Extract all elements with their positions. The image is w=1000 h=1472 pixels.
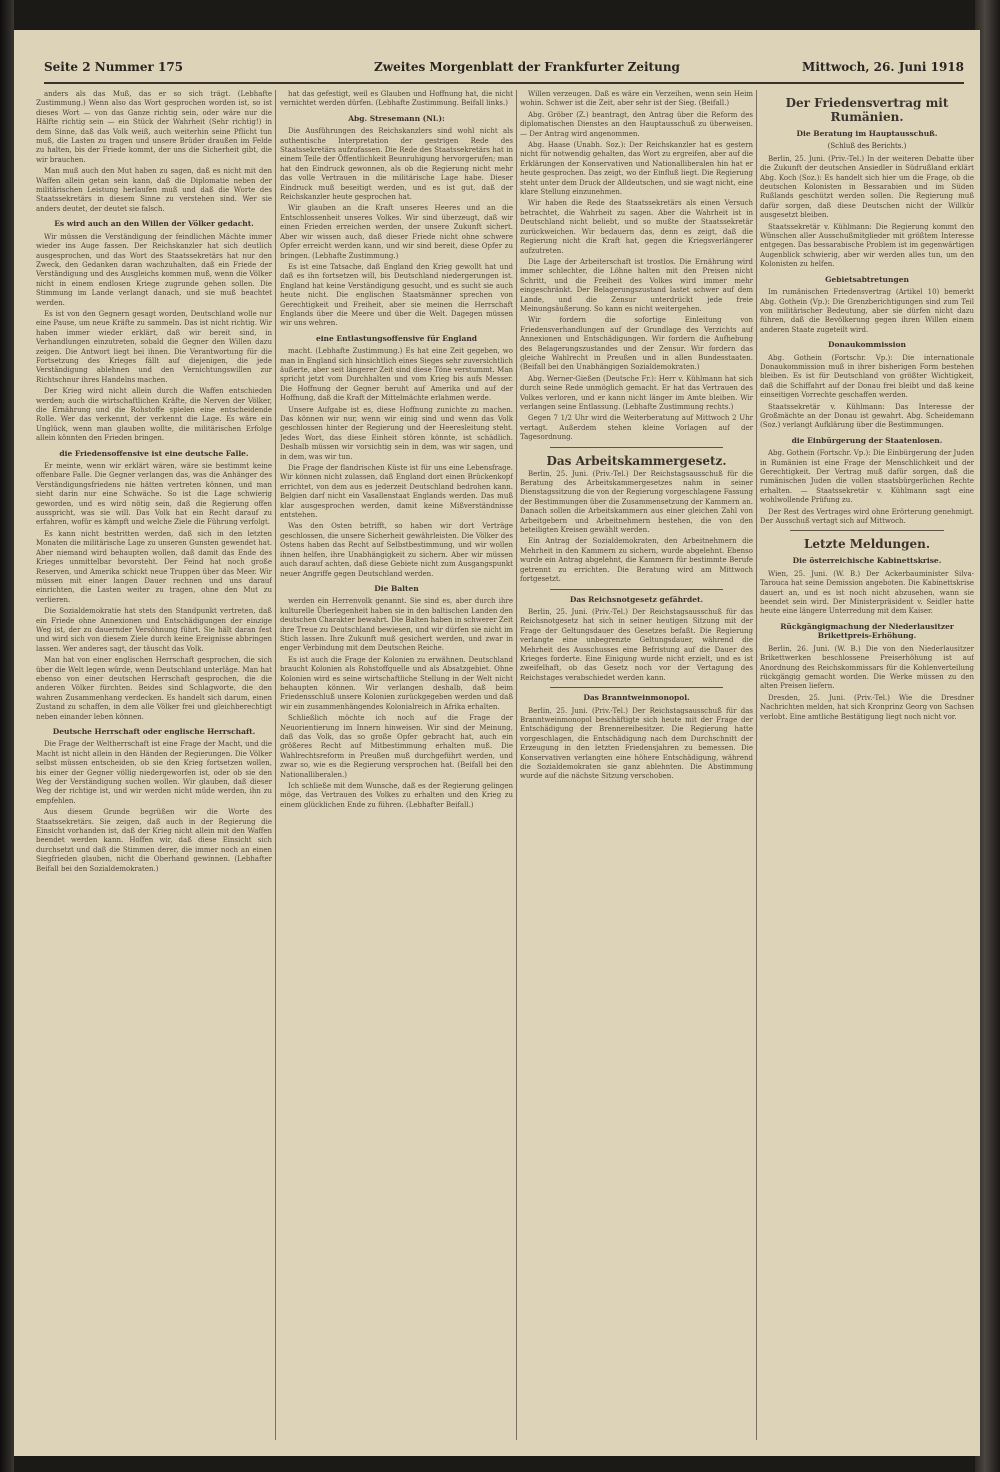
column-2: hat das gefestigt, weil es Glauben und Hoffnung hat, die nicht vernichtet werden dürfen. (Lebhafte Zustimmung. Beifall links.) Abg. Stresemann (Nl.): Die Ausführungen des Reichskanzlers sind wohl nicht als authentische Interpretation der gestrigen Rede des Staatssekretärs aufzufassen. Die Rede des Staatssekretärs hat in einem Teile der Öffentlichkeit Beunruhigung hervorgerufen; man hat den Eindruck gewonnen, als ob die Regierung nicht mehr das volle Vertrauen in die militärische Lage habe. Dieser Eindruck muß beseitigt werden, und es ist gut, daß der Reichskanzler heute gesprochen hat. Wir glauben an die Kraft unseres Heeres und an die Entschlossenheit unseres Volkes. Wir sind überzeugt, daß wir einen Frieden erreichen werden, der unsere Zukunft sichert. Aber wir wissen auch, daß dieser Friede nicht ohne schwere Opfer erreicht werden kann, und wir sind bereit, diese Opfer zu bringen. (Lebhafte Zustimmung.) Es ist eine Tatsache, daß England den Krieg gewollt hat und daß es ihn fortsetzen will, bis Deutschland niedergerungen ist. England hat keine Verständigung gesucht, und es sucht sie auch heute nicht. Die englischen Staatsmänner sprechen von Gerechtigkeit und Freiheit, aber sie meinen die Herrschaft Englands über die Meere und über die Welt. Dagegen müssen wir uns wehren. eine Entlastungsoffensive für England macht. (Lebhafte Zustimmung.) Es hat eine Zeit gegeben, wo man in England sich hinsichtlich eines Sieges sehr zuversichtlich äußerte, aber seit längerer Zeit sind diese Töne verstummt. Man spricht jetzt vom Durchhalten und vom Krieg bis aufs Messer. Die Hoffnung der Gegner beruht auf Amerika und auf der Hoffnung, daß die Kraft der Mittelmächte erlahmen werde. Unsere Aufgabe ist es, diese Hoffnung zunichte zu machen. Das können wir nur, wenn wir einig sind und wenn das Volk geschlossen hinter der Regierung und der Heeresleitung steht. Jedes Wort, das diese Einheit stören könnte, ist schädlich. Deshalb müssen wir vorsichtig sein in dem, was wir sagen, und in dem, was wir tun. Die Frage der flandrischen Küste ist für uns eine Lebensfrage. Wir können nicht zulassen, daß England dort einen Brückenkopf errichtet, von dem aus es jederzeit Deutschland bedrohen kann. Belgien darf nicht ein Vasallenstaat Englands werden. Das muß klar ausgesprochen werden, damit keine Mißverständnisse entstehen. Was den Osten betrifft, so haben wir dort Verträge geschlossen, die unsere Sicherheit gewährleisten. Die Völker des Ostens haben das Recht auf Selbstbestimmung, und wir wollen ihnen helfen, ihre Unabhängigkeit zu sichern. Aber wir müssen auch darauf achten, daß diese Gebiete nicht zum Ausgangspunkt neuer Angriffe gegen Deutschland werden. Die Balten werden ein Herrenvolk genannt. Sie sind es, aber durch ihre kulturelle Überlegenheit haben sie in den baltischen Landen den deutschen Charakter bewahrt. Die Balten haben in schwerer Zeit ihre Treue zu Deutschland bewiesen, und wir dürfen sie nicht im Stich lassen. Ihre Zukunft muß gesichert werden, und zwar in enger Verbindung mit dem Deutschen Reiche. Es ist auch die Frage der Kolonien zu erwähnen. Deutschland braucht Kolonien als Rohstoffquelle und als Absatzgebiet. Ohne Kolonien wird es seine wirtschaftliche Stellung in der Welt nicht behaupten können. Wir verlangen deshalb, daß beim Friedensschluß unsere Kolonien zurückgegeben werden und daß wir ein zusammenhängendes Kolonialreich in Afrika erhalten. Schließlich möchte ich noch auf die Frage der Neuorientierung im Innern hinweisen. Wir sind der Meinung, daß das Volk, das so große Opfer gebracht hat, auch ein größeres Recht auf Mitbestimmung erhalten muß. Die Wahlrechtsreform in Preußen muß durchgeführt werden, und zwar so, wie es die Regierung versprochen hat. (Beifall bei den Nationalliberalen.) Ich schließe mit dem Wunsche, daß es der Regierung gelingen möge, das Vertrauen des Volkes zu erhalten und den Krieg zu einem glücklichen Ende zu führen. (Lebhafter Beifall.) [280, 90, 513, 809]
column-rule [756, 90, 757, 1440]
header-masthead: Zweites Morgenblatt der Frankfurter Zeitung [374, 60, 680, 74]
col2-heading-3: Die Balten [374, 583, 419, 593]
treaty-title: Der Friedensvertrag mit Rumänien. [785, 96, 949, 124]
section-divider [550, 687, 723, 688]
header-date: Mittwoch, 26. Juni 1918 [802, 60, 964, 74]
page-header [44, 50, 964, 84]
col2-heading-2: eine Entlastungsoffensive für England [315, 333, 478, 343]
col1-heading-2: die Friedensoffensive ist eine deutsche Falle. [59, 448, 249, 458]
column-4: Der Friedensvertrag mit Rumänien. Die Beratung im Hauptausschuß. (Schluß des Berichts.) Berlin, 25. Juni. (Priv.-Tel.) In der weiteren Debatte über die Zukunft der deutschen Ansiedler in Südrußland erklärt Abg. Koch (Soz.): Es handelt sich hier um die Frage, ob die deutschen Kolonisten in Bessarabien und im Süden Rußlands geschützt werden sollen. Die Regierung muß dafür sorgen, daß diese Deutschen nicht der Willkür ausgesetzt bleiben. Staatssekretär v. Kühlmann: Die Regierung kommt den Wünschen aller Ausschußmitglieder mit größtem Interesse entgegen. Das bessarabische Problem ist im gegenwärtigen Augenblick schwierig, aber wir werden alles tun, um den Kolonisten zu helfen. Gebietsabtretungen Im rumänischen Friedensvertrag (Artikel 10) bemerkt Abg. Gothein (Vp.): Die Grenzberichtigungen sind zum Teil von militärischer Bedeutung, aber sie dürfen nicht dazu führen, daß die Bevölkerung gegen ihren Willen einem anderen Staate zugeteilt wird. Donaukommission Abg. Gothein (Fortschr. Vp.): Die internationale Donaukommission muß in ihrer bisherigen Form bestehen bleiben. Es ist für Deutschland von größter Wichtigkeit, daß die Schiffahrt auf der Donau frei bleibt und daß keine einseitigen Vorrechte geschaffen werden. Staatssekretär v. Kühlmann: Das Interesse der Großmächte an der Donau ist gewahrt. Abg. Scheidemann (Soz.) verlangt Aufklärung über die Bestimmungen. die Einbürgerung der Staatenlosen. Abg. Gothein (Fortschr. Vp.): Die Einbürgerung der Juden in Rumänien ist eine Frage der Menschlichkeit und der Gerechtigkeit. Der Vertrag muß dafür sorgen, daß die rumänischen Juden die vollen staatsbürgerlichen Rechte erhalten. — Staatssekretär v. Kühlmann sagt eine wohlwollende Prüfung zu. Der Rest des Vertrages wird ohne Erörterung genehmigt. Der Ausschuß vertagt sich auf Mittwoch. Letzte Meldungen. Die österreichische Kabinettskrise. Wien, 25. Juni. (W. B.) Der Ackerbauminister Silva-Tarouca hat seine Demission angeboten. Die Kabinettskrise dauert an, und es ist noch nicht abzusehen, wann sie beendet sein wird. Der Ministerpräsident v. Seidler hatte heute eine längere Unterredung mit dem Kaiser. Rückgängigmachung der Niederlausitzer Brikettpreis-Erhöhung. Berlin, 26. Juni. (W. B.) Die von den Niederlausitzer Brikettwerken beschlossene Preiserhöhung ist auf Anordnung des Reichskommissars für die Kohlenverteilung rückgängig gemacht worden. Die Werke müssen zu den alten Preisen liefern. Dresden, 25. Juni. (Priv.-Tel.) Wie die Dresdner Nachrichten melden, hat sich Kronprinz Georg von Sachsen verlobt. Eine amtliche Bestätigung liegt noch nicht vor. [760, 96, 974, 721]
column-1: anders als das Muß, das er so sich trägt. (Lebhafte Zustimmung.) Wenn also das Wort gesprochen worden ist, so ist dieses Wort — von das Ganze richtig sein, oder wäre nur die Hälfte richtig sein — ein Stück der Wahrheit (Sehr richtig!) in dem Sinne, daß das Volk weiß, auch weiterhin seine Pflicht tun muß, die Lasten zu tragen und unsere Brüder draußen im Felde zu halten, bis der Friede kommt, der uns die Sicherheit gibt, die wir brauchen. Man muß auch den Mut haben zu sagen, daß es nicht mit den Waffen allein getan sein kann, daß die Diplomatie neben der militärischen Leistung herlaufen muß und daß die Worte des Staatssekretärs in diesem Sinne zu verstehen sind. Wer sie anders deutet, der deutet sie falsch. Es wird auch an den Willen der Völker gedacht. Wir müssen die Verständigung der feindlichen Mächte immer wieder ins Auge fassen. Der Reichskanzler hat sich deutlich ausgesprochen, und das Wort des Staatssekretärs hat nur den Zweck, den Gedanken daran wachzuhalten, daß ein Friede der Verständigung und des Ausgleichs kommen muß, wenn die Völker nicht in einem endlosen Kriege zugrunde gehen sollen. Die Stimmung im Lande verlangt danach, und sie muß beachtet werden. Es ist von den Gegnern gesagt worden, Deutschland wolle nur eine Pause, um neue Kräfte zu sammeln. Das ist nicht richtig. Wir haben immer wieder erklärt, daß wir bereit sind, in Verhandlungen einzutreten, sobald die Gegner den Willen dazu zeigen. Die Antwort liegt bei ihnen. Die Verantwortung für die Fortsetzung des Krieges fällt auf diejenigen, die jede Verständigung ablehnen und den Vernichtungswillen zur Richtschnur ihres Handelns machen. Der Krieg wird nicht allein durch die Waffen entschieden werden; auch die wirtschaftlichen Kräfte, die Nerven der Völker, die Ernährung und die Rohstoffe spielen eine entscheidende Rolle. Wer das verkennt, der verkennt die Lage. Es wäre ein Unglück, wenn man glauben wollte, die militärischen Erfolge allein könnten den Frieden bringen. die Friedensoffensive ist eine deutsche Falle. Er meinte, wenn wir erklärt wären, wäre sie bestimmt keine offenbare Falle. Die Gegner verlangen das, was die Anhänger des Verständigungsfriedens nie hätten vertreten können, und man sieht darin nur eine Schwäche. So ist die Lage schwierig geworden, und es wird nötig sein, daß die Regierung offen ausspricht, was sie will. Das Volk hat ein Recht darauf zu erfahren, wofür es kämpft und welche Ziele die Führung verfolgt. Es kann nicht bestritten werden, daß sich in den letzten Monaten die militärische Lage zu unseren Gunsten gewendet hat. Aber niemand wird behaupten wollen, daß damit das Ende des Krieges unmittelbar bevorsteht. Der Feind hat noch große Reserven, und Amerika schickt neue Truppen über das Meer. Wir müssen mit einer langen Dauer rechnen und uns darauf einrichten, die Lasten weiter zu tragen, ohne den Mut zu verlieren. Die Sozialdemokratie hat stets den Standpunkt vertreten, daß ein Friede ohne Annexionen und Entschädigungen der einzige Weg ist, der zu dauernder Versöhnung führt. Sie hält daran fest und wird sich von diesem Ziele durch keine Ereignisse abbringen lassen. Wer anderes sagt, der täuscht das Volk. Man hat von einer englischen Herrschaft gesprochen, die sich über die Welt legen würde, wenn Deutschland unterläge. Man hat ebenso von einer deutschen Herrschaft gesprochen, die die anderen Völker fürchten. Beides sind Schlagworte, die den wahren Zusammenhang verdecken. Es handelt sich darum, einen Zustand zu schaffen, in dem alle Völker frei und gleichberechtigt neben einander leben können. Deutsche Herrschaft oder englische Herrschaft. Die Frage der Weltherrschaft ist eine Frage der Macht, und die Macht ist nicht allein in den Händen der Regierungen. Die Völker selbst müssen entscheiden, ob sie den Krieg fortsetzen wollen, bis einer der Gegner völlig niedergeworfen ist, oder ob sie den Weg der Verständigung suchen wollen. Wir glauben, daß dieser Weg der richtige ist, und wir werden nicht müde werden, ihn zu empfehlen. Aus diesem Grunde begrüßen wir die Worte des Staatssekretärs. Sie zeigen, daß auch in der Regierung die Einsicht vorhanden ist, daß der Krieg nicht allein mit den Waffen beendet werden kann. Hoffen wir, daß diese Einsicht sich durchsetzt und daß die Stimmen derer, die immer noch an einen Siegfrieden glauben, nicht die Oberhand gewinnen. (Lebhafter Beifall bei den Sozialdemokraten.) [36, 90, 272, 873]
col1-heading-1: Es wird auch an den Willen der Völker gedacht. [54, 219, 254, 229]
section-divider [550, 447, 723, 448]
page-edge-left [0, 0, 14, 1472]
crisis-heading: Die österreichische Kabinettskrise. [792, 556, 942, 566]
newspaper-page [14, 30, 980, 1456]
reich-law-title: Das Reichsnotgesetz gefährdet. [569, 594, 704, 604]
labor-law-title: Das Arbeitskammergesetz. [546, 453, 727, 468]
brannt-title: Das Branntweinmonopol. [583, 693, 690, 703]
danube-heading: Donaukommission [828, 340, 906, 350]
section-divider [550, 589, 723, 590]
column-3: Willen verzeugen. Daß es wäre ein Verzeihen, wenn sein Heim wohin. Schwer ist die Zeit, aber sehr ist der Sieg. (Beifall.) Abg. Gröber (Z.) beantragt, den Antrag über die Reform des diplomatischen Dienstes an den Hauptausschuß zu überweisen. — Der Antrag wird angenommen. Abg. Haase (Unabh. Soz.): Der Reichskanzler hat es gestern nicht für notwendig gehalten, das Wort zu ergreifen, aber auf die Erklärungen der Konservativen und Nationalliberalen hin hat er heute gesprochen. Das zeigt, wo der Einfluß liegt. Die Regierung steht unter dem Druck der Alldeutschen, und sie wagt nicht, eine klare Stellung einzunehmen. Wir haben die Rede des Staatssekretärs als einen Versuch betrachtet, die Wahrheit zu sagen. Aber die Wahrheit ist in Deutschland nicht beliebt, und so mußte der Staatssekretär zurückweichen. Wir bedauern das, denn es zeigt, daß die Regierung nicht die Kraft hat, gegen die Kriegsverlängerer aufzutreten. Die Lage der Arbeiterschaft ist trostlos. Die Ernährung wird immer schlechter, die Löhne halten mit den Preisen nicht Schritt, und die Freiheit des Volkes wird immer mehr eingeschränkt. Der Belagerungszustand lastet schwer auf dem Lande, und die Zensur unterdrückt jede freie Meinungsäußerung. So kann es nicht weitergehen. Wir fordern die sofortige Einleitung von Friedensverhandlungen auf der Grundlage des Verzichts auf Annexionen und Entschädigungen. Wir fordern die Aufhebung des Belagerungszustandes und der Zensur. Wir fordern das gleiche Wahlrecht in Preußen und in allen Bundesstaaten. (Beifall bei den Unabhängigen Sozialdemokraten.) Abg. Werner-Gießen (Deutsche Fr.): Herr v. Kühlmann hat sich durch seine Rede unmöglich gemacht. Er hat das Vertrauen des Volkes verloren, und er kann nicht länger im Amte bleiben. Wir verlangen seine Entlassung. (Lebhafte Zustimmung rechts.) Gegen 7 1/2 Uhr wird die Weiterberatung auf Mittwoch 2 Uhr vertagt. Außerdem stehen kleine Vorlagen auf der Tagesordnung. Das Arbeitskammergesetz. Berlin, 25. Juni. (Priv.-Tel.) Der Reichstagsausschuß für die Beratung des Arbeitskammergesetzes nahm in seiner Dienstagssitzung die von der Regierung vorgeschlagene Fassung der Bestimmungen über die Zusammensetzung der Kammern an. Danach sollen die Arbeitskammern aus einer gleichen Zahl von Arbeitgebern und Arbeitnehmern bestehen, die von den beteiligten Kreisen gewählt werden. Ein Antrag der Sozialdemokraten, den Arbeitnehmern die Mehrheit in den Kammern zu sichern, wurde abgelehnt. Ebenso wurde ein Antrag abgelehnt, die Kammern für bestimmte Berufe getrennt zu errichten. Die Beratung wird am Mittwoch fortgesetzt. Das Reichsnotgesetz gefährdet. Berlin, 25. Juni. (Priv.-Tel.) Der Reichstagsausschuß für das Reichsnotgesetz hat sich in seiner heutigen Sitzung mit der Frage der Geltungsdauer des Gesetzes befaßt. Die Regierung verlangte eine unbegrenzte Geltungsdauer, während die Mehrheit des Ausschusses eine Befristung auf die Dauer des Krieges forderte. Eine Einigung wurde nicht erzielt, und es ist zweifelhaft, ob das Gesetz noch vor der Vertagung des Reichstages verabschiedet werden kann. Das Branntweinmonopol. Berlin, 25. Juni. (Priv.-Tel.) Der Reichstagsausschuß für das Branntweinmonopol beschäftigte sich heute mit der Frage der Entschädigung der Brennereibesitzer. Die Regierung hatte vorgeschlagen, die Entschädigung nach dem Durchschnitt der Erzeugung in den letzten Friedensjahren zu bemessen. Die Konservativen verlangten eine höhere Entschädigung, während die Sozialdemokraten sie ganz ablehnten. Die Abstimmung wurde auf die nächste Sitzung verschoben. [520, 90, 753, 781]
column-rule [516, 90, 517, 1440]
latest-news-title: Letzte Meldungen. [803, 537, 931, 552]
col1-heading-3: Deutsche Herrschaft oder englische Herrschaft. [52, 727, 256, 736]
column-rule [275, 90, 276, 1440]
territory-heading: Gebietsabtretungen [825, 274, 909, 284]
jews-heading: die Einbürgerung der Staatenlosen. [791, 435, 943, 445]
section-divider [790, 530, 944, 531]
col2-heading-1: Abg. Stresemann (Nl.): [348, 113, 445, 123]
brikett-heading: Rückgängigmachung der Niederlausitzer Brikettpreis-Erhöhung. [780, 621, 954, 641]
treaty-subtitle: Die Beratung im Hauptausschuß. [796, 129, 938, 138]
treaty-source-note: (Schluß des Berichts.) [827, 142, 907, 151]
header-page-number: Seite 2 Nummer 175 [44, 60, 184, 74]
